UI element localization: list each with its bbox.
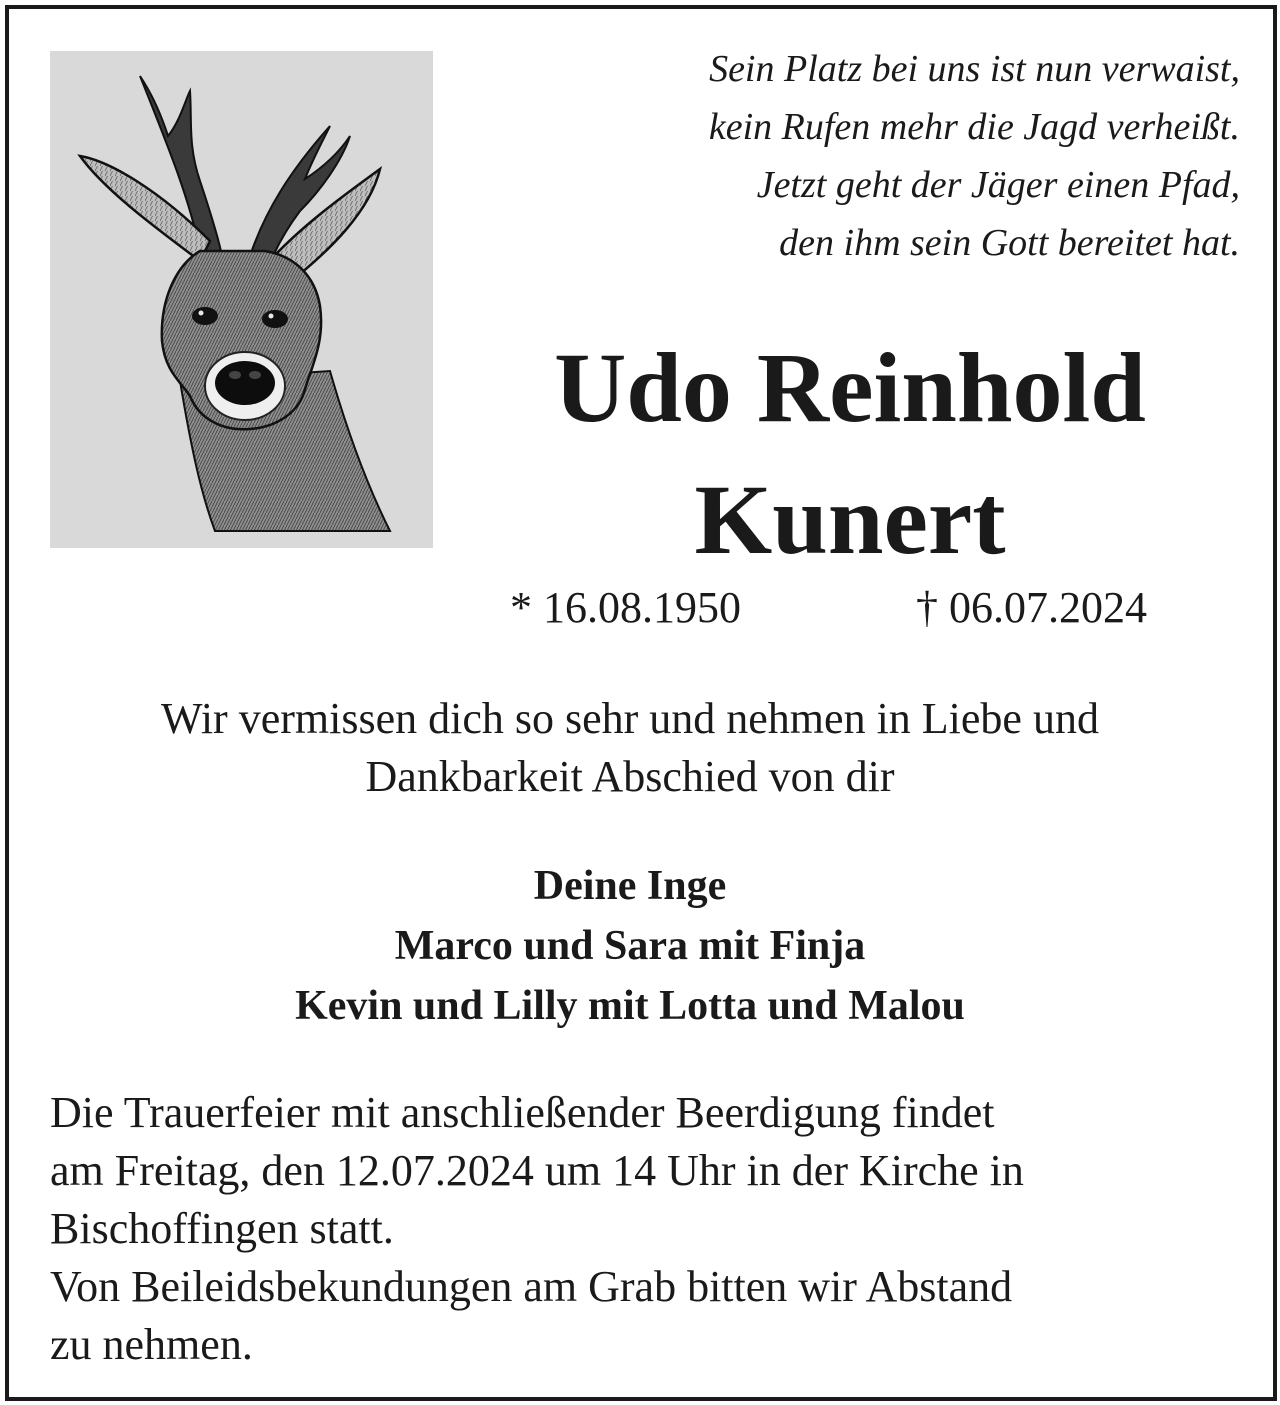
farewell-line: Dankbarkeit Abschied von dir — [365, 752, 895, 801]
poem-line: den ihm sein Gott bereitet hat. — [779, 222, 1240, 264]
poem-line: kein Rufen mehr die Jagd verheißt. — [708, 106, 1240, 148]
roe-deer-illustration — [50, 51, 433, 548]
funeral-service-notice — [50, 1084, 1250, 1374]
roe-deer-drawing — [50, 51, 433, 548]
poem-line: Jetzt geht der Jäger einen Pfad, — [756, 164, 1240, 206]
birth-date: * 16.08.1950 — [510, 583, 741, 632]
service-line: am Freitag, den 12.07.2024 um 14 Uhr in der Kirche in — [50, 1146, 1024, 1195]
deceased-surname: Kunert — [694, 464, 1006, 575]
service-line: Die Trauerfeier mit anschließender Beerdigung findet — [50, 1088, 995, 1137]
deceased-first-names: Udo Reinhold — [554, 332, 1146, 443]
mourner-line: Deine Inge — [533, 863, 727, 909]
mourner-line: Marco und Sara mit Finja — [394, 923, 866, 969]
poem-line: Sein Platz bei uns ist nun verwaist, — [709, 48, 1240, 90]
farewell-message — [40, 690, 1220, 806]
memorial-poem — [480, 40, 1240, 272]
service-line: zu nehmen. — [50, 1320, 253, 1369]
mourner-line: Kevin und Lilly mit Lotta und Malou — [295, 983, 965, 1029]
mourners-list — [40, 856, 1220, 1036]
farewell-line: Wir vermissen dich so sehr und nehmen in Liebe und — [161, 694, 1099, 743]
death-date: † 06.07.2024 — [916, 583, 1147, 632]
service-line: Bischoffingen statt. — [50, 1204, 394, 1253]
service-line: Von Beileidsbekundungen am Grab bitten wir Abstand — [50, 1262, 1013, 1311]
